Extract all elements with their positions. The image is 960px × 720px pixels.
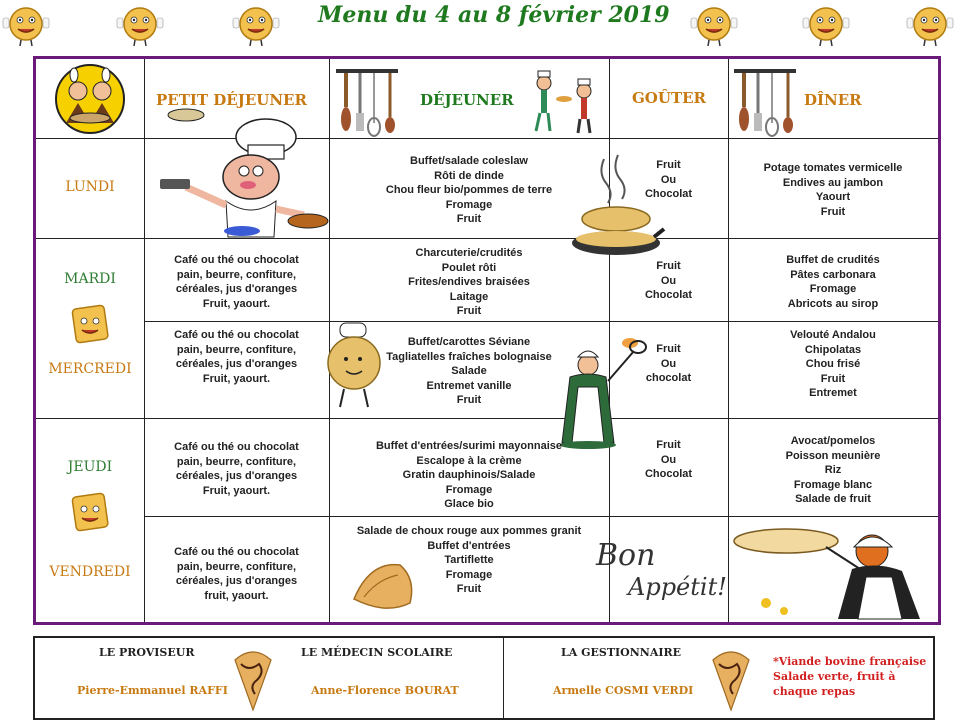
cell-mardi-gouter [609, 259, 728, 303]
menu-item: Fruit [456, 213, 482, 225]
menu-item: Laitage [449, 290, 489, 303]
children-logo [44, 63, 136, 135]
menu-item: Chou fleur bio/pommes de terre [385, 184, 553, 196]
menu-item: Abricots au sirop [787, 297, 879, 310]
crepe-cone-icon [231, 646, 275, 712]
menu-item: céréales, jus d'oranges [175, 470, 298, 482]
cell-jeudi-gouter [609, 438, 728, 482]
row-divider [144, 321, 938, 322]
breton-woman-crepe-illustration [726, 521, 936, 621]
menu-item: Fruit, yaourt. [202, 484, 271, 497]
waffle-icon [70, 491, 110, 535]
menu-item: Avocat/pomelos [790, 435, 876, 447]
menu-item: Chocolat [644, 468, 693, 480]
menu-item: Fruit, yaourt. [202, 297, 271, 310]
cell-mercredi-petit-dejeuner [144, 328, 329, 386]
menu-item: Buffet/salade coleslaw [410, 155, 528, 167]
menu-item: Pâtes carbonara [790, 268, 876, 281]
cell-lundi-gouter [609, 158, 728, 202]
menu-item: Entremet [809, 387, 857, 399]
note-line: Salade verte, fruit à [773, 670, 896, 683]
menu-item: Poisson meunière [785, 449, 881, 462]
menu-item: Café ou thé ou chocolat [174, 254, 299, 266]
signature-footer [33, 636, 935, 720]
menu-item: fruit, yaourt. [204, 589, 269, 602]
menu-item: Fruit [820, 372, 846, 385]
menu-item: Salade [451, 365, 487, 377]
footer-note [773, 654, 933, 699]
top-banner [0, 0, 960, 52]
menu-item: Frites/endives braisées [408, 276, 530, 288]
menu-item: Salade de choux rouge aux pommes granit [356, 525, 582, 537]
menu-item: Glace bio [444, 498, 494, 510]
cell-mercredi-gouter [609, 342, 728, 386]
header-diner: DÎNER [804, 91, 862, 109]
menu-item: Tagliatelles fraîches bolognaise [386, 350, 552, 363]
menu-item: Salade de fruit [795, 493, 871, 505]
menu-item: céréales, jus d'oranges [175, 358, 298, 370]
menu-item: Rôti de dinde [434, 169, 504, 182]
proviseur-name: Pierre-Emmanuel RAFFI [77, 684, 228, 697]
page-title: Menu du 4 au 8 février 2019 [318, 2, 670, 28]
menu-item: chocolat [645, 372, 692, 384]
cell-mercredi-diner [728, 328, 938, 401]
menu-item: Riz [824, 464, 842, 476]
menu-item: Chocolat [644, 188, 693, 200]
day-label-jeudi: JEUDI [67, 459, 113, 475]
menu-item: pain, beurre, confiture, [176, 268, 297, 281]
menu-item: Chipolatas [804, 343, 862, 356]
day-label-mardi: MARDI [64, 271, 116, 287]
cell-mercredi-dejeuner [329, 335, 609, 408]
row-divider [36, 418, 938, 419]
footer-divider [503, 638, 504, 718]
menu-item: Chou frisé [805, 358, 861, 370]
medecin-role: LE MÉDECIN SCOLAIRE [301, 646, 453, 659]
menu-item: céréales, jus d'oranges [175, 575, 298, 587]
gestionnaire-name: Armelle COSMI VERDI [553, 684, 694, 697]
menu-item: Fruit [656, 260, 681, 272]
cell-mardi-diner [728, 253, 938, 311]
note-line: chaque repas [773, 685, 856, 698]
kids-cooking-illustration [526, 69, 606, 135]
row-divider [144, 516, 938, 517]
menu-item: Ou [660, 357, 677, 370]
menu-item: Buffet d'entrées/surimi mayonnaise [375, 440, 562, 452]
menu-item: Poulet rôti [441, 261, 497, 274]
cell-lundi-diner [728, 161, 938, 219]
menu-item: Chocolat [644, 289, 693, 301]
menu-item: Potage tomates vermicelle [763, 162, 903, 174]
proviseur-role: LE PROVISEUR [99, 646, 195, 659]
day-label-lundi: LUNDI [65, 179, 115, 195]
cell-mardi-petit-dejeuner [144, 253, 329, 311]
menu-item: Ou [660, 173, 677, 186]
menu-item: Fromage [809, 283, 857, 295]
menu-item: pain, beurre, confiture, [176, 343, 297, 356]
gestionnaire-role: LA GESTIONNAIRE [561, 646, 682, 659]
menu-item: Fruit, yaourt. [202, 372, 271, 385]
header-dejeuner: DÉJEUNER [420, 91, 514, 109]
menu-item: Fruit [820, 205, 846, 218]
menu-item: Fruit [656, 439, 681, 451]
cell-jeudi-petit-dejeuner [144, 440, 329, 498]
cell-jeudi-dejeuner [329, 439, 609, 512]
header-gouter: GOÛTER [632, 89, 707, 107]
menu-item: Entremet vanille [426, 379, 512, 392]
menu-item: Café ou thé ou chocolat [174, 329, 299, 341]
cell-mardi-dejeuner [329, 246, 609, 319]
menu-item: Escalope à la crème [416, 454, 522, 467]
menu-item: Buffet de crudités [786, 254, 880, 266]
note-line: *Viande bovine française [773, 655, 927, 668]
menu-item: Fruit [656, 159, 681, 171]
chef-flipping-pancake-illustration [156, 109, 326, 237]
menu-item: Yaourt [815, 191, 851, 203]
kitchen-utensils-icon [734, 67, 796, 137]
menu-item: Fromage blanc [793, 478, 873, 491]
menu-item: Ou [660, 274, 677, 287]
menu-item: Buffet d'entrées [427, 539, 511, 552]
menu-item: Ou [660, 453, 677, 466]
medecin-name: Anne-Florence BOURAT [311, 684, 459, 697]
menu-item: Fruit [656, 343, 681, 355]
day-label-vendredi: VENDREDI [49, 564, 131, 580]
day-label-mercredi: MERCREDI [48, 361, 132, 377]
menu-item: Fromage [445, 198, 493, 211]
row-divider [36, 238, 938, 239]
waffle-icon [70, 303, 110, 347]
menu-item: pain, beurre, confiture, [176, 560, 297, 573]
menu-item: Tartiflette [444, 554, 494, 566]
menu-item: Fruit [456, 583, 482, 595]
cell-vendredi-dejeuner [329, 524, 609, 597]
cell-lundi-dejeuner [329, 154, 609, 227]
menu-item: Café ou thé ou chocolat [174, 441, 299, 453]
cell-vendredi-petit-dejeuner [144, 545, 329, 603]
kitchen-utensils-icon [336, 67, 398, 137]
bon-appetit-text [590, 535, 740, 605]
header-petit-dejeuner: PETIT DÉJEUNER [156, 91, 307, 109]
menu-item: Charcuterie/crudités [415, 247, 523, 259]
menu-item: pain, beurre, confiture, [176, 455, 297, 468]
menu-item: Fromage [445, 568, 493, 581]
menu-item: céréales, jus d'oranges [175, 283, 298, 295]
menu-item: Velouté Andalou [790, 329, 876, 341]
bon-appetit-line2: Appétit! [628, 573, 727, 601]
menu-item: Fruit [456, 305, 482, 317]
menu-table [33, 56, 941, 625]
crepe-cone-icon [709, 646, 753, 712]
menu-item: Endives au jambon [782, 176, 884, 189]
menu-item: Fruit [456, 394, 482, 406]
bon-appetit-line1: Bon [596, 538, 656, 573]
menu-item: Gratin dauphinois/Salade [402, 469, 536, 481]
cell-jeudi-diner [728, 434, 938, 507]
menu-item: Café ou thé ou chocolat [174, 546, 299, 558]
menu-item: Buffet/carottes Séviane [407, 336, 531, 348]
menu-item: Fromage [445, 483, 493, 496]
